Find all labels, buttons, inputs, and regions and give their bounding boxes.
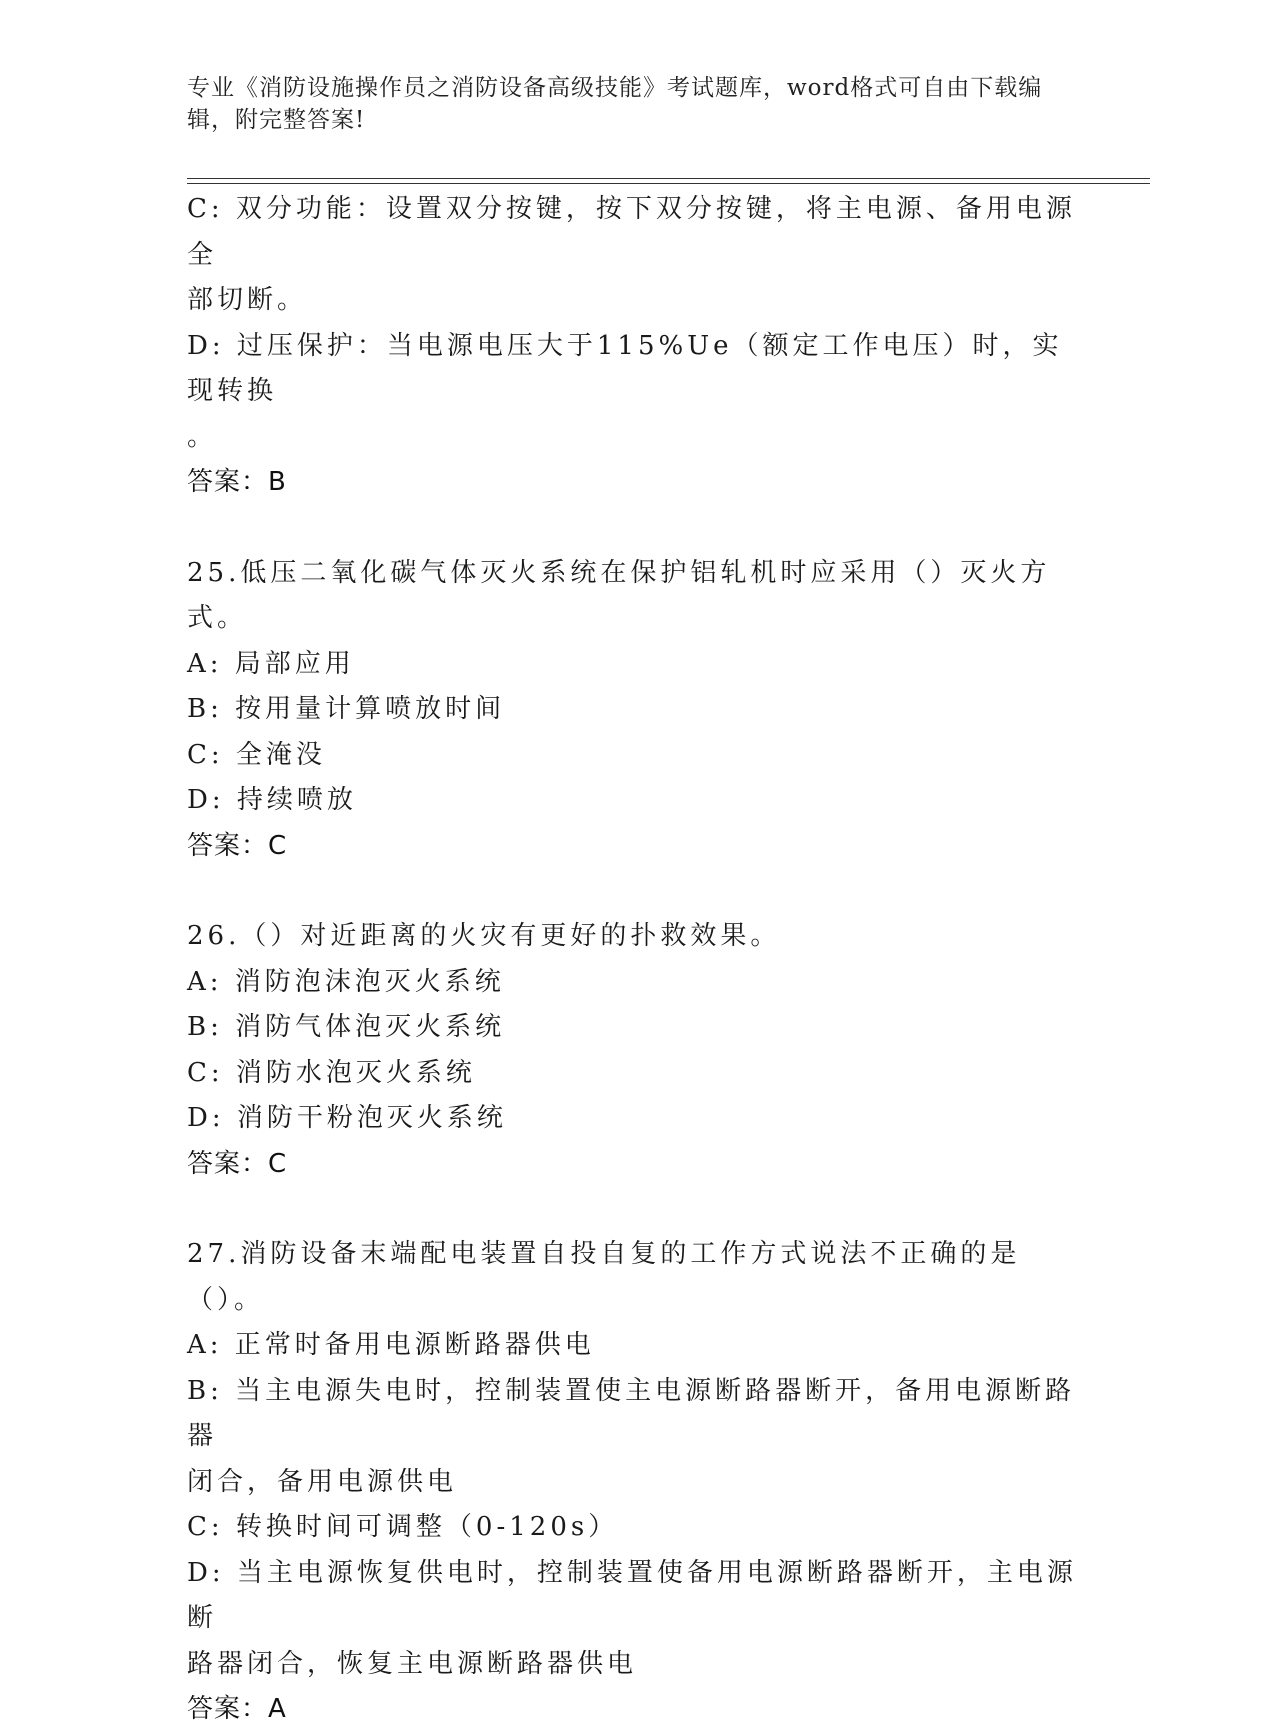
option-c: C: 转换时间可调整（0-120s）: [187, 1512, 619, 1542]
option-b: B: 消防气体泡灭火系统: [187, 1012, 506, 1042]
answer-label: 答案：A: [187, 1694, 287, 1724]
option-a: A: 正常时备用电源断路器供电: [187, 1330, 595, 1360]
option-d-line-2: 。: [187, 421, 218, 452]
option-b-line-2: 闭合，备用电源供电: [187, 1466, 458, 1497]
question-25: [187, 551, 1077, 870]
option-d-line-2: 路器闭合，恢复主电源断路器供电: [187, 1648, 638, 1679]
answer-label: 答案：B: [187, 467, 287, 497]
option-c-line-1: C: 双分功能：设置双分按键，按下双分按键，将主电源、备用电源全: [187, 194, 1076, 270]
question-stem: 26.（）对近距离的火灾有更好的扑救效果。: [187, 921, 781, 951]
option-d: D: 消防干粉泡灭火系统: [187, 1103, 507, 1133]
option-b-line-1: B: 当主电源失电时，控制装置使主电源断路器断开，备用电源断路器: [187, 1375, 1076, 1451]
header-rule-top: [187, 178, 1150, 179]
document-header: [187, 72, 1067, 136]
option-c-line-2: 部切断。: [187, 285, 308, 315]
answer-label: 答案：C: [187, 1148, 288, 1179]
option-d-line-1: D: 当主电源恢复供电时，控制装置使备用电源断路器断开，主电源断: [187, 1557, 1077, 1633]
option-d-line-1: D: 过压保护：当电源电压大于115%Ue（额定工作电压）时，实现转换: [187, 330, 1063, 406]
option-d: D: 持续喷放: [187, 785, 357, 815]
header-rule-bottom: [187, 183, 1150, 184]
question-27: [187, 1232, 1077, 1733]
question-26: [187, 914, 1077, 1187]
option-c: C: 消防水泡灭火系统: [187, 1057, 476, 1088]
answer-label: 答案：C: [187, 830, 288, 861]
question-stem: 27.消防设备末端配电装置自投自复的工作方式说法不正确的是（）。: [187, 1239, 1021, 1315]
option-a: A: 局部应用: [187, 648, 355, 679]
header-line-2: 辑，附完整答案!: [187, 107, 366, 133]
header-line-1: 专业《消防设施操作员之消防设备高级技能》考试题库，word格式可自由下载编: [187, 75, 1043, 101]
option-b: B: 按用量计算喷放时间: [187, 694, 506, 724]
option-a: A: 消防泡沫泡灭火系统: [187, 966, 505, 997]
option-c: C: 全淹没: [187, 739, 326, 770]
previous-question-tail: [187, 187, 1077, 506]
question-content: [187, 187, 1077, 1733]
question-stem: 25.低压二氧化碳气体灭火系统在保护铝轧机时应采用（）灭火方式。: [187, 557, 1051, 633]
